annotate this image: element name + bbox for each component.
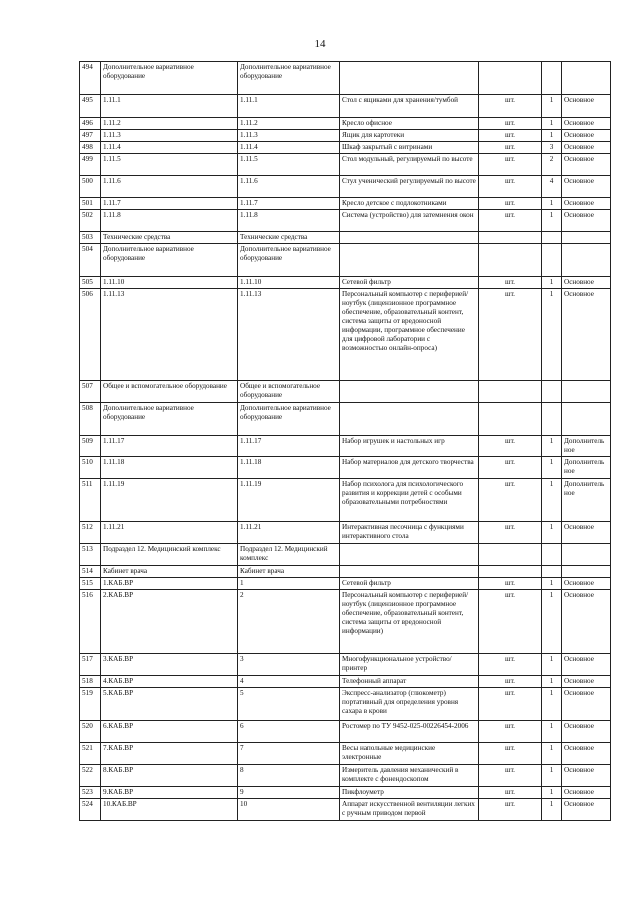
equipment-type-cell bbox=[562, 403, 611, 436]
item-code-cell: 1.11.21 bbox=[101, 522, 238, 544]
table-row bbox=[80, 277, 611, 289]
equipment-type-cell: Основное bbox=[562, 289, 611, 381]
row-number-cell: 507 bbox=[80, 381, 101, 403]
quantity-cell: 1 bbox=[542, 743, 562, 765]
item-code-cell: Дополнительное вариативное оборудование bbox=[101, 403, 238, 436]
equipment-type-cell: Дополнительное bbox=[562, 457, 611, 479]
unit-cell: шт. bbox=[479, 787, 542, 799]
row-number-cell: 501 bbox=[80, 198, 101, 210]
quantity-cell: 1 bbox=[542, 436, 562, 457]
item-code-cell: Кабинет врача bbox=[101, 566, 238, 578]
unit-cell: шт. bbox=[479, 457, 542, 479]
unit-cell: шт. bbox=[479, 210, 542, 232]
quantity-cell bbox=[542, 62, 562, 95]
row-number-cell: 505 bbox=[80, 277, 101, 289]
equipment-table bbox=[79, 61, 611, 821]
item-code-cell: 1.11.1 bbox=[101, 95, 238, 118]
row-number-cell: 508 bbox=[80, 403, 101, 436]
quantity-cell: 4 bbox=[542, 176, 562, 198]
table-row bbox=[80, 743, 611, 765]
item-code-cell: 5.КАБ.ВР bbox=[101, 688, 238, 721]
item-code-cell: 1.11.5 bbox=[101, 154, 238, 176]
table-row bbox=[80, 244, 611, 277]
item-name-cell: Сетевой фильтр bbox=[340, 578, 479, 590]
table-row bbox=[80, 676, 611, 688]
unit-cell: шт. bbox=[479, 721, 542, 743]
group-code-cell: 1.11.3 bbox=[238, 130, 340, 142]
quantity-cell: 1 bbox=[542, 654, 562, 676]
item-code-cell: 9.КАБ.ВР bbox=[101, 787, 238, 799]
quantity-cell: 3 bbox=[542, 142, 562, 154]
quantity-cell: 1 bbox=[542, 799, 562, 821]
table-row bbox=[80, 654, 611, 676]
table-row bbox=[80, 566, 611, 578]
unit-cell bbox=[479, 62, 542, 95]
item-name-cell bbox=[340, 381, 479, 403]
equipment-type-cell: Основное bbox=[562, 176, 611, 198]
group-code-cell: 10 bbox=[238, 799, 340, 821]
group-code-cell: 1.11.21 bbox=[238, 522, 340, 544]
item-name-cell: Стол с ящиками для хранения/тумбой bbox=[340, 95, 479, 118]
group-code-cell: 1.11.18 bbox=[238, 457, 340, 479]
item-code-cell: Дополнительное вариативное оборудование bbox=[101, 244, 238, 277]
equipment-table-body bbox=[80, 62, 611, 821]
table-row bbox=[80, 198, 611, 210]
equipment-type-cell: Основное bbox=[562, 787, 611, 799]
item-code-cell: 2.КАБ.ВР bbox=[101, 590, 238, 654]
equipment-type-cell: Основное bbox=[562, 210, 611, 232]
item-code-cell: 1.11.10 bbox=[101, 277, 238, 289]
quantity-cell: 1 bbox=[542, 765, 562, 787]
unit-cell: шт. bbox=[479, 289, 542, 381]
equipment-type-cell: Основное bbox=[562, 198, 611, 210]
group-code-cell: 1.11.5 bbox=[238, 154, 340, 176]
quantity-cell bbox=[542, 232, 562, 244]
item-code-cell: Общее и вспомогательное оборудование bbox=[101, 381, 238, 403]
item-code-cell: 7.КАБ.ВР bbox=[101, 743, 238, 765]
item-name-cell: Кресло офисное bbox=[340, 118, 479, 130]
row-number-cell: 524 bbox=[80, 799, 101, 821]
unit-cell bbox=[479, 566, 542, 578]
quantity-cell: 1 bbox=[542, 198, 562, 210]
item-code-cell: 1.11.6 bbox=[101, 176, 238, 198]
unit-cell bbox=[479, 544, 542, 566]
table-row bbox=[80, 176, 611, 198]
item-name-cell: Стол модульный, регулируемый по высоте bbox=[340, 154, 479, 176]
unit-cell: шт. bbox=[479, 765, 542, 787]
equipment-type-cell: Дополнительное bbox=[562, 479, 611, 522]
group-code-cell: Подраздел 12. Медицинский комплекс bbox=[238, 544, 340, 566]
group-code-cell: 9 bbox=[238, 787, 340, 799]
table-row bbox=[80, 544, 611, 566]
group-code-cell: Кабинет врача bbox=[238, 566, 340, 578]
equipment-type-cell bbox=[562, 62, 611, 95]
unit-cell bbox=[479, 403, 542, 436]
unit-cell: шт. bbox=[479, 676, 542, 688]
item-code-cell: 1.КАБ.ВР bbox=[101, 578, 238, 590]
table-row bbox=[80, 62, 611, 95]
group-code-cell: 5 bbox=[238, 688, 340, 721]
unit-cell: шт. bbox=[479, 176, 542, 198]
row-number-cell: 520 bbox=[80, 721, 101, 743]
equipment-type-cell: Основное bbox=[562, 142, 611, 154]
quantity-cell: 1 bbox=[542, 479, 562, 522]
table-row bbox=[80, 381, 611, 403]
group-code-cell: 7 bbox=[238, 743, 340, 765]
item-code-cell: 1.11.18 bbox=[101, 457, 238, 479]
table-row bbox=[80, 765, 611, 787]
quantity-cell: 1 bbox=[542, 787, 562, 799]
table-row bbox=[80, 232, 611, 244]
table-row bbox=[80, 457, 611, 479]
quantity-cell: 1 bbox=[542, 522, 562, 544]
group-code-cell: 8 bbox=[238, 765, 340, 787]
equipment-type-cell: Основное bbox=[562, 95, 611, 118]
quantity-cell: 1 bbox=[542, 289, 562, 381]
item-name-cell bbox=[340, 232, 479, 244]
group-code-cell: 1.11.17 bbox=[238, 436, 340, 457]
item-name-cell: Шкаф закрытый с витринами bbox=[340, 142, 479, 154]
item-code-cell: 3.КАБ.ВР bbox=[101, 654, 238, 676]
group-code-cell: 2 bbox=[238, 590, 340, 654]
table-row bbox=[80, 118, 611, 130]
item-code-cell: 1.11.4 bbox=[101, 142, 238, 154]
item-code-cell: 1.11.7 bbox=[101, 198, 238, 210]
group-code-cell: 1.11.19 bbox=[238, 479, 340, 522]
item-name-cell: Многофункциональное устройство/принтер bbox=[340, 654, 479, 676]
item-code-cell: 4.КАБ.ВР bbox=[101, 676, 238, 688]
row-number-cell: 506 bbox=[80, 289, 101, 381]
table-row bbox=[80, 403, 611, 436]
unit-cell: шт. bbox=[479, 479, 542, 522]
table-row bbox=[80, 787, 611, 799]
table-row bbox=[80, 154, 611, 176]
unit-cell: шт. bbox=[479, 654, 542, 676]
unit-cell bbox=[479, 232, 542, 244]
unit-cell: шт. bbox=[479, 688, 542, 721]
quantity-cell: 1 bbox=[542, 95, 562, 118]
group-code-cell: Общее и вспомогательное оборудование bbox=[238, 381, 340, 403]
group-code-cell: Дополнительное вариативное оборудование bbox=[238, 403, 340, 436]
item-code-cell: 1.11.13 bbox=[101, 289, 238, 381]
item-code-cell: 8.КАБ.ВР bbox=[101, 765, 238, 787]
equipment-type-cell: Основное bbox=[562, 130, 611, 142]
row-number-cell: 496 bbox=[80, 118, 101, 130]
item-name-cell: Телефонный аппарат bbox=[340, 676, 479, 688]
equipment-type-cell: Основное bbox=[562, 799, 611, 821]
row-number-cell: 515 bbox=[80, 578, 101, 590]
row-number-cell: 514 bbox=[80, 566, 101, 578]
item-code-cell: Дополнительное вариативное оборудование bbox=[101, 62, 238, 95]
row-number-cell: 522 bbox=[80, 765, 101, 787]
equipment-type-cell: Основное bbox=[562, 277, 611, 289]
equipment-type-cell: Основное bbox=[562, 578, 611, 590]
equipment-type-cell bbox=[562, 232, 611, 244]
group-code-cell: 1.11.6 bbox=[238, 176, 340, 198]
quantity-cell: 1 bbox=[542, 118, 562, 130]
unit-cell: шт. bbox=[479, 198, 542, 210]
row-number-cell: 497 bbox=[80, 130, 101, 142]
row-number-cell: 518 bbox=[80, 676, 101, 688]
equipment-type-cell: Основное bbox=[562, 654, 611, 676]
item-name-cell: Весы напольные медицинские электронные bbox=[340, 743, 479, 765]
row-number-cell: 498 bbox=[80, 142, 101, 154]
unit-cell: шт. bbox=[479, 118, 542, 130]
quantity-cell: 1 bbox=[542, 277, 562, 289]
row-number-cell: 502 bbox=[80, 210, 101, 232]
item-name-cell: Набор материалов для детского творчества bbox=[340, 457, 479, 479]
item-name-cell bbox=[340, 62, 479, 95]
row-number-cell: 511 bbox=[80, 479, 101, 522]
row-number-cell: 494 bbox=[80, 62, 101, 95]
row-number-cell: 504 bbox=[80, 244, 101, 277]
table-row bbox=[80, 130, 611, 142]
unit-cell: шт. bbox=[479, 436, 542, 457]
group-code-cell: 1.11.7 bbox=[238, 198, 340, 210]
unit-cell: шт. bbox=[479, 142, 542, 154]
row-number-cell: 510 bbox=[80, 457, 101, 479]
page-number: 14 bbox=[314, 38, 326, 50]
item-name-cell: Система (устройство) для затемнения окон bbox=[340, 210, 479, 232]
unit-cell bbox=[479, 244, 542, 277]
quantity-cell: 1 bbox=[542, 210, 562, 232]
equipment-type-cell: Основное bbox=[562, 590, 611, 654]
unit-cell: шт. bbox=[479, 799, 542, 821]
group-code-cell: 4 bbox=[238, 676, 340, 688]
equipment-type-cell: Основное bbox=[562, 676, 611, 688]
item-name-cell: Кресло детское с подлокотниками bbox=[340, 198, 479, 210]
equipment-type-cell: Основное bbox=[562, 721, 611, 743]
item-name-cell: Экспресс-анализатор (глюкометр) портативный для определения уровня сахара в крови bbox=[340, 688, 479, 721]
item-name-cell bbox=[340, 566, 479, 578]
group-code-cell: 1.11.10 bbox=[238, 277, 340, 289]
quantity-cell bbox=[542, 544, 562, 566]
unit-cell: шт. bbox=[479, 522, 542, 544]
quantity-cell: 1 bbox=[542, 676, 562, 688]
group-code-cell: 1.11.8 bbox=[238, 210, 340, 232]
item-name-cell bbox=[340, 544, 479, 566]
row-number-cell: 500 bbox=[80, 176, 101, 198]
quantity-cell: 1 bbox=[542, 457, 562, 479]
quantity-cell: 1 bbox=[542, 130, 562, 142]
row-number-cell: 513 bbox=[80, 544, 101, 566]
unit-cell: шт. bbox=[479, 578, 542, 590]
group-code-cell: 1.11.13 bbox=[238, 289, 340, 381]
item-code-cell: Технические средства bbox=[101, 232, 238, 244]
unit-cell: шт. bbox=[479, 130, 542, 142]
row-number-cell: 499 bbox=[80, 154, 101, 176]
row-number-cell: 512 bbox=[80, 522, 101, 544]
row-number-cell: 517 bbox=[80, 654, 101, 676]
equipment-type-cell: Основное bbox=[562, 522, 611, 544]
equipment-type-cell: Основное bbox=[562, 154, 611, 176]
table-row bbox=[80, 721, 611, 743]
item-name-cell: Ящик для картотеки bbox=[340, 130, 479, 142]
unit-cell: шт. bbox=[479, 743, 542, 765]
table-row bbox=[80, 436, 611, 457]
equipment-type-cell: Основное bbox=[562, 743, 611, 765]
equipment-type-cell bbox=[562, 381, 611, 403]
item-name-cell: Пикфлоуметр bbox=[340, 787, 479, 799]
quantity-cell: 1 bbox=[542, 688, 562, 721]
equipment-type-cell: Дополнительное bbox=[562, 436, 611, 457]
table-row bbox=[80, 479, 611, 522]
item-name-cell: Персональный компьютер с периферией/ноутбук (лицензионное программное обеспечение, образовательный контент, система защиты от вредоносной информации) bbox=[340, 590, 479, 654]
group-code-cell: 3 bbox=[238, 654, 340, 676]
quantity-cell bbox=[542, 381, 562, 403]
row-number-cell: 503 bbox=[80, 232, 101, 244]
quantity-cell bbox=[542, 403, 562, 436]
row-number-cell: 519 bbox=[80, 688, 101, 721]
equipment-type-cell bbox=[562, 244, 611, 277]
item-name-cell: Стул ученический регулируемый по высоте bbox=[340, 176, 479, 198]
item-code-cell: 1.11.3 bbox=[101, 130, 238, 142]
item-code-cell: Подраздел 12. Медицинский комплекс bbox=[101, 544, 238, 566]
row-number-cell: 516 bbox=[80, 590, 101, 654]
item-code-cell: 1.11.19 bbox=[101, 479, 238, 522]
equipment-type-cell: Основное bbox=[562, 118, 611, 130]
unit-cell bbox=[479, 381, 542, 403]
item-code-cell: 1.11.8 bbox=[101, 210, 238, 232]
group-code-cell: Технические средства bbox=[238, 232, 340, 244]
item-name-cell: Сетевой фильтр bbox=[340, 277, 479, 289]
group-code-cell: 1.11.4 bbox=[238, 142, 340, 154]
row-number-cell: 495 bbox=[80, 95, 101, 118]
group-code-cell: 6 bbox=[238, 721, 340, 743]
table-row bbox=[80, 289, 611, 381]
group-code-cell: Дополнительное вариативное оборудование bbox=[238, 244, 340, 277]
item-name-cell: Аппарат искусственной вентиляции легких с ручным приводом первой bbox=[340, 799, 479, 821]
item-name-cell: Персональный компьютер с периферией/ноутбук (лицензионное программное обеспечение, образовательный контент, система защиты от вредоносной информации, программное обеспечение для цифровой лаборатории с возможностью онлайн-опроса) bbox=[340, 289, 479, 381]
equipment-type-cell bbox=[562, 566, 611, 578]
equipment-type-cell: Основное bbox=[562, 765, 611, 787]
unit-cell: шт. bbox=[479, 95, 542, 118]
table-row bbox=[80, 95, 611, 118]
table-row bbox=[80, 142, 611, 154]
item-code-cell: 10.КАБ.ВР bbox=[101, 799, 238, 821]
item-name-cell: Измеритель давления механический в комплекте с фонендоскопом bbox=[340, 765, 479, 787]
table-row bbox=[80, 688, 611, 721]
item-code-cell: 1.11.2 bbox=[101, 118, 238, 130]
row-number-cell: 509 bbox=[80, 436, 101, 457]
unit-cell: шт. bbox=[479, 154, 542, 176]
item-name-cell: Набор игрушек и настольных игр bbox=[340, 436, 479, 457]
unit-cell: шт. bbox=[479, 277, 542, 289]
item-name-cell: Набор психолога для психологического развития и коррекции детей с особыми образовательными потребностями bbox=[340, 479, 479, 522]
row-number-cell: 521 bbox=[80, 743, 101, 765]
table-row bbox=[80, 210, 611, 232]
equipment-type-cell bbox=[562, 544, 611, 566]
quantity-cell: 1 bbox=[542, 578, 562, 590]
group-code-cell: 1.11.1 bbox=[238, 95, 340, 118]
item-name-cell: Ростомер по ТУ 9452-025-00226454-2006 bbox=[340, 721, 479, 743]
table-row bbox=[80, 522, 611, 544]
unit-cell: шт. bbox=[479, 590, 542, 654]
item-name-cell bbox=[340, 244, 479, 277]
quantity-cell: 2 bbox=[542, 154, 562, 176]
table-row bbox=[80, 578, 611, 590]
item-name-cell: Интерактивная песочница с функциями интерактивного стола bbox=[340, 522, 479, 544]
group-code-cell: 1.11.2 bbox=[238, 118, 340, 130]
item-code-cell: 6.КАБ.ВР bbox=[101, 721, 238, 743]
table-row bbox=[80, 799, 611, 821]
quantity-cell: 1 bbox=[542, 721, 562, 743]
item-code-cell: 1.11.17 bbox=[101, 436, 238, 457]
row-number-cell: 523 bbox=[80, 787, 101, 799]
group-code-cell: Дополнительное вариативное оборудование bbox=[238, 62, 340, 95]
equipment-type-cell: Основное bbox=[562, 688, 611, 721]
table-row bbox=[80, 590, 611, 654]
quantity-cell: 1 bbox=[542, 590, 562, 654]
group-code-cell: 1 bbox=[238, 578, 340, 590]
quantity-cell bbox=[542, 566, 562, 578]
item-name-cell bbox=[340, 403, 479, 436]
quantity-cell bbox=[542, 244, 562, 277]
